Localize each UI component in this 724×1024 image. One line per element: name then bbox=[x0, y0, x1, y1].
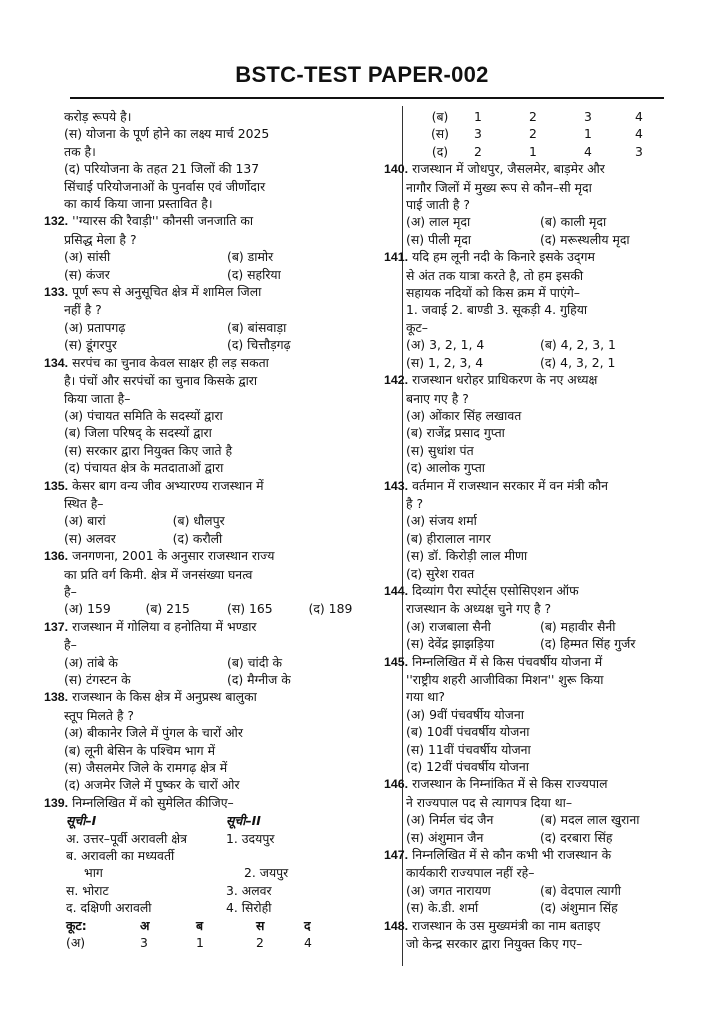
option-b: (ब) डामोर bbox=[227, 249, 274, 265]
option-c: (स) जैसलमेर जिले के रामगढ़ क्षेत्र में bbox=[64, 760, 228, 776]
continued-text: सिंचाई परियोजनाओं के पुनर्वास एवं जीर्णोदार bbox=[64, 178, 266, 194]
option-a: (अ) 9वीं पंचवर्षीय योजना bbox=[406, 706, 524, 722]
option-a: (अ) प्रतापगढ़ bbox=[64, 319, 126, 335]
question-text: स्तूप मिलते है ? bbox=[64, 707, 134, 723]
option-b: (ब) जिला परिषद् के सदस्यों द्वारा bbox=[64, 425, 212, 441]
option-d: (द) 12वीं पंचवर्षीय योजना bbox=[406, 759, 529, 775]
option-d: (द) सहरिया bbox=[227, 266, 281, 282]
question-number: 141. bbox=[384, 250, 409, 265]
question-136 bbox=[44, 547, 390, 618]
question-number: 138. bbox=[44, 690, 69, 705]
option-d: (द) आलोक गुप्ता bbox=[406, 460, 485, 476]
question-text: जनगणना, 2001 के अनुसार राजस्थान राज्य bbox=[72, 548, 275, 564]
list-1-item-cont: भाग bbox=[84, 865, 103, 881]
question-text: का प्रति वर्ग किमी. क्षेत्र में जनसंख्या घनत्व bbox=[64, 566, 253, 582]
question-number: 133. bbox=[44, 285, 69, 300]
question-133 bbox=[44, 283, 390, 354]
header-rule bbox=[70, 97, 664, 99]
option-a: (अ) ओंकार सिंह लखावत bbox=[406, 407, 522, 423]
option-b: (ब) राजेंद्र प्रसाद गुप्ता bbox=[406, 425, 505, 441]
question-text: निम्नलिखित में को सुमेलित कीजिए– bbox=[72, 794, 234, 810]
list-1-item: स. भोराट bbox=[66, 882, 109, 898]
question-text: सहायक नदियों को किस क्रम में पाएंगे– bbox=[406, 285, 580, 301]
question-number: 134. bbox=[44, 355, 69, 370]
list-1-item: ब. अरावली का मध्यवर्ती bbox=[66, 848, 175, 864]
question-138 bbox=[44, 688, 390, 793]
question-text: राजस्थान के उस मुख्यमंत्री का नाम बताइए bbox=[412, 917, 601, 933]
option-d: (द) चित्तौड़गढ़ bbox=[227, 337, 291, 353]
question-text: राजस्थान धरोहर प्राधिकरण के नए अध्यक्ष bbox=[412, 372, 598, 388]
option-c: (स) अलवर bbox=[64, 530, 116, 546]
list-2-item: 1. उदयपुर bbox=[226, 830, 275, 846]
option-d: (द) सुरेश रावत bbox=[406, 565, 475, 581]
option-c: (स) कंजर bbox=[64, 266, 110, 282]
option-a: (अ) बीकानेर जिले में पुंगल के चारों ओर bbox=[64, 725, 243, 741]
option-c: (स) देवेंद्र झाझड़िया bbox=[406, 636, 495, 652]
continued-text: (स) योजना के पूर्ण होने का लक्ष्य मार्च 2025 bbox=[64, 126, 270, 142]
question-text: ने राज्यपाल पद से त्यागपत्र दिया था– bbox=[406, 794, 573, 810]
question-147 bbox=[384, 846, 674, 917]
question-text: राजस्थान में गोलिया व हनोतिया में भण्डार bbox=[72, 618, 257, 634]
option-d: (द) 4, 3, 2, 1 bbox=[540, 354, 616, 370]
option-a: (अ) सांसी bbox=[64, 249, 111, 265]
option-a: (अ) जगत नारायण bbox=[406, 882, 491, 898]
option-b: (ब) काली मृदा bbox=[540, 214, 607, 230]
list-2-item: 2. जयपुर bbox=[244, 865, 289, 881]
question-text: सरपंच का चुनाव केवल साक्षर ही लड़ सकता bbox=[72, 354, 269, 370]
answer-key-header: कूट: अ ब स द bbox=[66, 917, 311, 933]
question-text: कार्यकारी राज्यपाल नहीं रहे– bbox=[406, 865, 535, 881]
question-140 bbox=[384, 160, 674, 248]
option-c: (स) के.डी. शर्मा bbox=[406, 900, 479, 916]
question-142 bbox=[384, 371, 674, 476]
question-text: पूर्ण रूप से अनुसूचित क्षेत्र में शामिल जिला bbox=[72, 284, 262, 300]
question-text: किया जाता है– bbox=[64, 390, 131, 406]
question-text: राजस्थान के किस क्षेत्र में अनुप्रस्थ बालुका bbox=[72, 689, 257, 705]
question-141 bbox=[384, 248, 674, 371]
option-b: (ब) बांसवाड़ा bbox=[227, 319, 287, 335]
question-text: कूट– bbox=[406, 319, 428, 335]
option-b: (ब) वेदपाल त्यागी bbox=[540, 882, 621, 898]
option-c: (स) 165 bbox=[227, 601, 273, 617]
option-a: (अ) 3, 2, 1, 4 bbox=[406, 337, 485, 353]
option-a: (अ) संजय शर्मा bbox=[406, 513, 477, 529]
option-b: (ब) धौलपुर bbox=[172, 513, 225, 529]
question-134 bbox=[44, 354, 390, 477]
question-number: 148. bbox=[384, 918, 409, 933]
question-number: 145. bbox=[384, 654, 409, 669]
question-text: गया था? bbox=[406, 689, 446, 705]
question-text: है ? bbox=[406, 495, 424, 511]
option-b: (ब) महावीर सैनी bbox=[540, 618, 616, 634]
option-d: (द) पंचायत क्षेत्र के मतदाताओं द्वारा bbox=[64, 460, 224, 476]
left-column bbox=[44, 108, 390, 952]
question-number: 146. bbox=[384, 777, 409, 792]
option-a: (अ) 159 bbox=[64, 601, 111, 617]
option-b: (ब) हीरालाल नागर bbox=[406, 530, 491, 546]
answer-option-b: (ब) 1 2 3 4 bbox=[431, 109, 643, 124]
question-text: वर्तमान में राजस्थान सरकार में वन मंत्री कौन bbox=[412, 477, 609, 493]
option-c: (स) अंशुमान जैन bbox=[406, 829, 484, 845]
option-d: (द) 189 bbox=[308, 601, 353, 617]
option-b: (ब) 10वीं पंचवर्षीय योजना bbox=[406, 724, 530, 740]
option-d: (द) अंशुमान सिंह bbox=[540, 900, 618, 916]
continued-text: (द) परियोजना के तहत 21 जिलों की 137 bbox=[64, 161, 260, 177]
question-139-continued bbox=[406, 108, 674, 160]
question-text: नहीं है ? bbox=[64, 302, 102, 318]
question-text: दिव्यांग पैरा स्पोर्ट्स एसोसिएशन ऑफ bbox=[412, 582, 579, 598]
option-d: (द) हिम्मत सिंह गुर्जर bbox=[540, 636, 636, 652]
question-132 bbox=[44, 212, 390, 283]
question-135 bbox=[44, 477, 390, 548]
option-a: (अ) निर्मल चंद जैन bbox=[406, 812, 494, 828]
option-c: (स) सुधांश पंत bbox=[406, 442, 474, 458]
option-b: (ब) मदल लाल खुराना bbox=[540, 812, 640, 828]
question-text: राजस्थान के अध्यक्ष चुने गए है ? bbox=[406, 601, 552, 617]
page-title: BSTC-TEST PAPER-002 bbox=[235, 62, 489, 87]
option-d: (द) अजमेर जिले में पुष्कर के चारों ओर bbox=[64, 777, 240, 793]
question-number: 147. bbox=[384, 848, 409, 863]
answer-option-a: (अ) 3 1 2 4 bbox=[66, 935, 312, 951]
option-c: (स) डॉ. किरोड़ी लाल मीणा bbox=[406, 548, 528, 564]
list-1-item: द. दक्षिणी अरावली bbox=[66, 900, 152, 916]
question-text: है। पंचों और सरपंचों का चुनाव किसके द्वारा bbox=[64, 373, 258, 389]
question-145 bbox=[384, 653, 674, 776]
option-a: (अ) लाल मृदा bbox=[406, 214, 471, 230]
question-144 bbox=[384, 582, 674, 653]
question-text: निम्नलिखित में से कौन कभी भी राजस्थान के bbox=[412, 847, 612, 863]
question-text: ''राष्ट्रीय शहरी आजीविका मिशन'' शुरू किया bbox=[406, 672, 604, 687]
question-text: बनाए गए है ? bbox=[406, 390, 469, 406]
question-number: 137. bbox=[44, 619, 69, 634]
option-d: (द) मैग्नीज के bbox=[227, 672, 291, 687]
right-column bbox=[384, 108, 674, 953]
question-text: 1. जवाई 2. बाण्डी 3. सूकड़ी 4. गुहिया bbox=[406, 302, 588, 318]
question-text: राजस्थान में जोधपुर, जैसलमेर, बाड़मेर और bbox=[412, 161, 605, 177]
list-1-item: अ. उत्तर–पूर्वी अरावली क्षेत्र bbox=[66, 830, 187, 846]
question-number: 140. bbox=[384, 162, 409, 177]
question-148 bbox=[384, 917, 674, 953]
option-b: (ब) 4, 2, 3, 1 bbox=[540, 337, 616, 353]
option-b: (ब) 215 bbox=[145, 601, 190, 617]
option-c: (स) टंगस्टन के bbox=[64, 672, 131, 687]
question-text: ''ग्यारस की रैवाड़ी'' कौनसी जनजाति का bbox=[72, 213, 254, 229]
option-b: (ब) लूनी बेसिन के पश्चिम भाग में bbox=[64, 742, 216, 758]
question-number: 142. bbox=[384, 373, 409, 388]
question-text: राजस्थान के निम्नांकित में से किस राज्यपाल bbox=[412, 776, 608, 792]
continued-text: का कार्य किया जाना प्रस्तावित है। bbox=[64, 196, 213, 212]
answer-option-d: (द) 2 1 4 3 bbox=[431, 143, 643, 159]
question-139 bbox=[44, 794, 390, 952]
question-number: 144. bbox=[384, 583, 409, 598]
question-137 bbox=[44, 618, 390, 689]
option-a: (अ) तांबे के bbox=[64, 654, 118, 670]
list-2-item: 4. सिरोही bbox=[226, 900, 272, 916]
question-number: 136. bbox=[44, 549, 69, 564]
question-text: पाई जाती है ? bbox=[406, 197, 470, 213]
continued-text: तक है। bbox=[64, 143, 96, 159]
option-c: (स) डूंगरपुर bbox=[64, 337, 117, 353]
option-a: (अ) राजबाला सैनी bbox=[406, 618, 491, 634]
question-number: 143. bbox=[384, 478, 409, 493]
option-d: (द) करौली bbox=[172, 530, 223, 546]
list-1-heading: सूची–I bbox=[66, 813, 97, 829]
question-text: प्रसिद्ध मेला है ? bbox=[64, 231, 137, 247]
option-c: (स) सरकार द्वारा नियुक्त किए जाते है bbox=[64, 442, 233, 458]
question-text: जो केन्द्र सरकार द्वारा नियुक्त किए गए– bbox=[406, 936, 583, 952]
option-d: (द) मरूस्थलीय मृदा bbox=[540, 231, 630, 247]
list-2-item: 3. अलवर bbox=[226, 882, 272, 898]
question-text: नागौर जिलों में मुख्य रूप से कौन–सी मृदा bbox=[406, 179, 592, 195]
option-c: (स) 1, 2, 3, 4 bbox=[406, 354, 484, 370]
question-text: निम्नलिखित में से किस पंचवर्षीय योजना में bbox=[412, 653, 603, 669]
list-2-heading: सूची–II bbox=[226, 813, 261, 829]
option-d: (द) दरबारा सिंह bbox=[540, 829, 613, 845]
option-a: (अ) बारां bbox=[64, 513, 106, 529]
option-c: (स) 11वीं पंचवर्षीय योजना bbox=[406, 741, 531, 757]
question-146 bbox=[384, 775, 674, 846]
question-number: 132. bbox=[44, 214, 69, 229]
answer-option-c: (स) 3 2 1 4 bbox=[430, 126, 643, 142]
option-a: (अ) पंचायत समिति के सदस्यों द्वारा bbox=[64, 407, 223, 423]
question-text: केसर बाग वन्य जीव अभ्यारण्य राजस्थान में bbox=[72, 477, 264, 493]
question-text: से अंत तक यात्रा करते है, तो हम इसकी bbox=[406, 267, 584, 283]
option-b: (ब) चांदी के bbox=[227, 654, 283, 670]
continued-text: करोड़ रूपये है। bbox=[64, 109, 132, 124]
question-143 bbox=[384, 477, 674, 582]
question-text: स्थित है– bbox=[64, 495, 104, 511]
question-text: यदि हम लूनी नदी के किनारे इसके उद्‌गम bbox=[412, 249, 595, 265]
question-number: 135. bbox=[44, 478, 69, 493]
question-number: 139. bbox=[44, 795, 69, 810]
option-c: (स) पीली मृदा bbox=[406, 231, 471, 247]
question-text: है– bbox=[64, 583, 77, 599]
question-text: है– bbox=[64, 637, 77, 653]
